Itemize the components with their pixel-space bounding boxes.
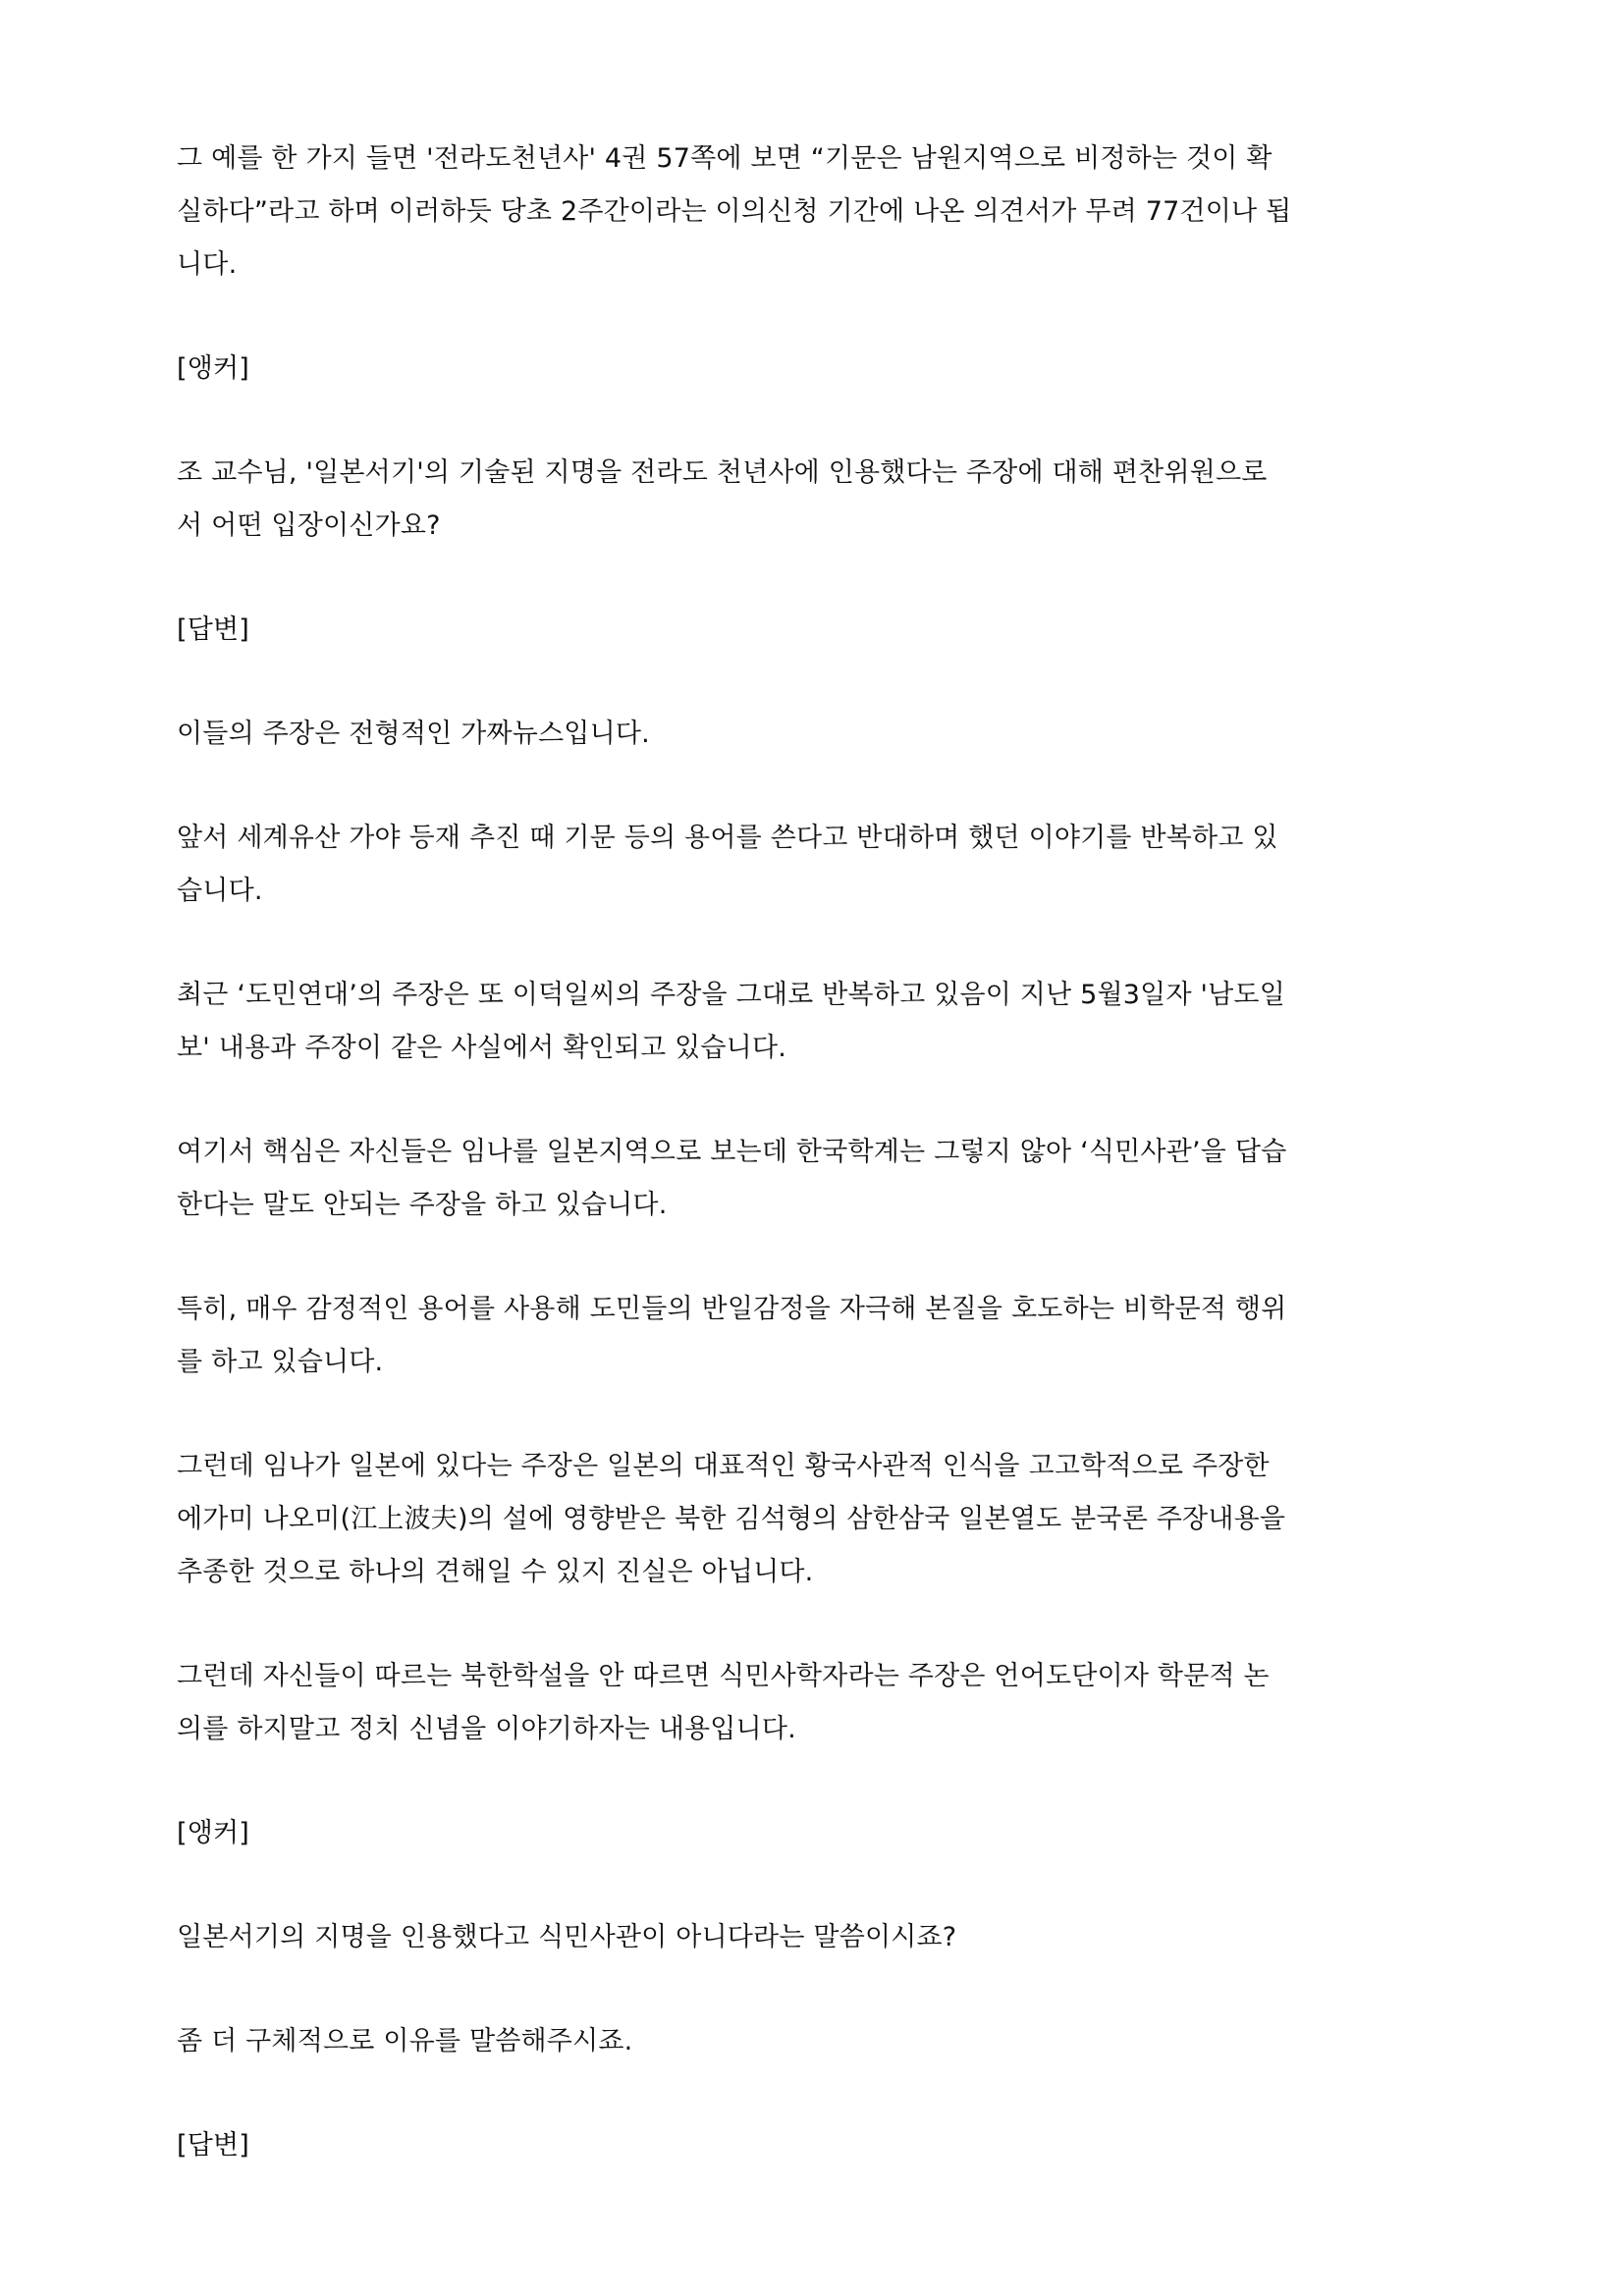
- speaker-label-anchor: [177, 343, 1453, 396]
- paragraph-question-1: [177, 447, 1453, 553]
- paragraph-line: 에가미 나오미(江上波夫)의 설에 영향받은 북한 김석형의 삼한삼국 일본열도 분국론 주장내용을: [177, 1504, 1286, 1534]
- speaker-label: [앵커]: [177, 1818, 250, 1848]
- paragraph-answer-1: [177, 708, 1453, 761]
- paragraph-line: 좀 더 구체적으로 이유를 말씀해주시죠.: [177, 2026, 633, 2056]
- paragraph-line: 의를 하지말고 정치 신념을 이야기하자는 내용입니다.: [177, 1714, 796, 1744]
- paragraph-answer-6: [177, 1440, 1453, 1599]
- paragraph-answer-5: [177, 1283, 1453, 1389]
- paragraph-answer-2: [177, 812, 1453, 918]
- paragraph-question-2: [177, 1911, 1453, 1964]
- paragraph-line: 한다는 말도 안되는 주장을 하고 있습니다.: [177, 1190, 668, 1220]
- paragraph-line: 보' 내용과 주장이 같은 사실에서 확인되고 있습니다.: [177, 1033, 787, 1063]
- paragraph-line: 특히, 매우 감정적인 용어를 사용해 도민들의 반일감정을 자극해 본질을 호도하는 비학문적 행위: [177, 1294, 1287, 1324]
- paragraph-line: 이들의 주장은 전형적인 가짜뉴스입니다.: [177, 719, 650, 749]
- speaker-label-answer: [177, 604, 1453, 657]
- paragraph-line: 니다.: [177, 249, 238, 280]
- paragraph-line: 그런데 자신들이 따르는 북한학설을 안 따르면 식민사학자라는 주장은 언어도단이자 학문적 논: [177, 1661, 1270, 1691]
- paragraph-answer-3: [177, 969, 1453, 1075]
- paragraph-question-3: [177, 2015, 1453, 2068]
- paragraph-line: 추종한 것으로 하나의 견해일 수 있지 진실은 아닙니다.: [177, 1557, 814, 1587]
- paragraph-line: 습니다.: [177, 876, 263, 906]
- speaker-label-answer-2: [177, 2119, 1453, 2172]
- speaker-label-anchor-2: [177, 1807, 1453, 1860]
- paragraph-line: 실하다”라고 하며 이러하듯 당초 2주간이라는 이의신청 기간에 나온 의견서가 무려 77건이나 됩: [177, 196, 1292, 227]
- paragraph-line: 일본서기의 지명을 인용했다고 식민사관이 아니다라는 말씀이시죠?: [177, 1922, 957, 1952]
- speaker-label: [앵커]: [177, 353, 250, 384]
- document-body: [177, 133, 1453, 2223]
- speaker-label: [답변]: [177, 614, 250, 645]
- paragraph-line: 조 교수님, '일본서기'의 기술된 지명을 전라도 천년사에 인용했다는 주장에 대해 편찬위원으로: [177, 457, 1268, 488]
- paragraph-line: 앞서 세계유산 가야 등재 추진 때 기문 등의 용어를 쓴다고 반대하며 했던 이야기를 반복하고 있: [177, 823, 1278, 853]
- paragraph-line: 여기서 핵심은 자신들은 임나를 일본지역으로 보는데 한국학계는 그렇지 않아 ‘식민사관’을 답습: [177, 1137, 1287, 1167]
- paragraph-line: 그런데 임나가 일본에 있다는 주장은 일본의 대표적인 황국사관적 인식을 고고학적으로 주장한: [177, 1451, 1270, 1481]
- paragraph-line: 그 예를 한 가지 들면 '전라도천년사' 4권 57쪽에 보면 “기문은 남원지역으로 비정하는 것이 확: [177, 143, 1272, 174]
- paragraph-line: 최근 ‘도민연대’의 주장은 또 이덕일씨의 주장을 그대로 반복하고 있음이 지난 5월3일자 '남도일: [177, 980, 1285, 1010]
- paragraph-line: 서 어떤 입장이신가요?: [177, 510, 441, 541]
- paragraph-1: [177, 133, 1453, 292]
- speaker-label: [답변]: [177, 2130, 250, 2161]
- paragraph-answer-4: [177, 1126, 1453, 1232]
- paragraph-line: 를 하고 있습니다.: [177, 1347, 384, 1377]
- paragraph-answer-7: [177, 1650, 1453, 1756]
